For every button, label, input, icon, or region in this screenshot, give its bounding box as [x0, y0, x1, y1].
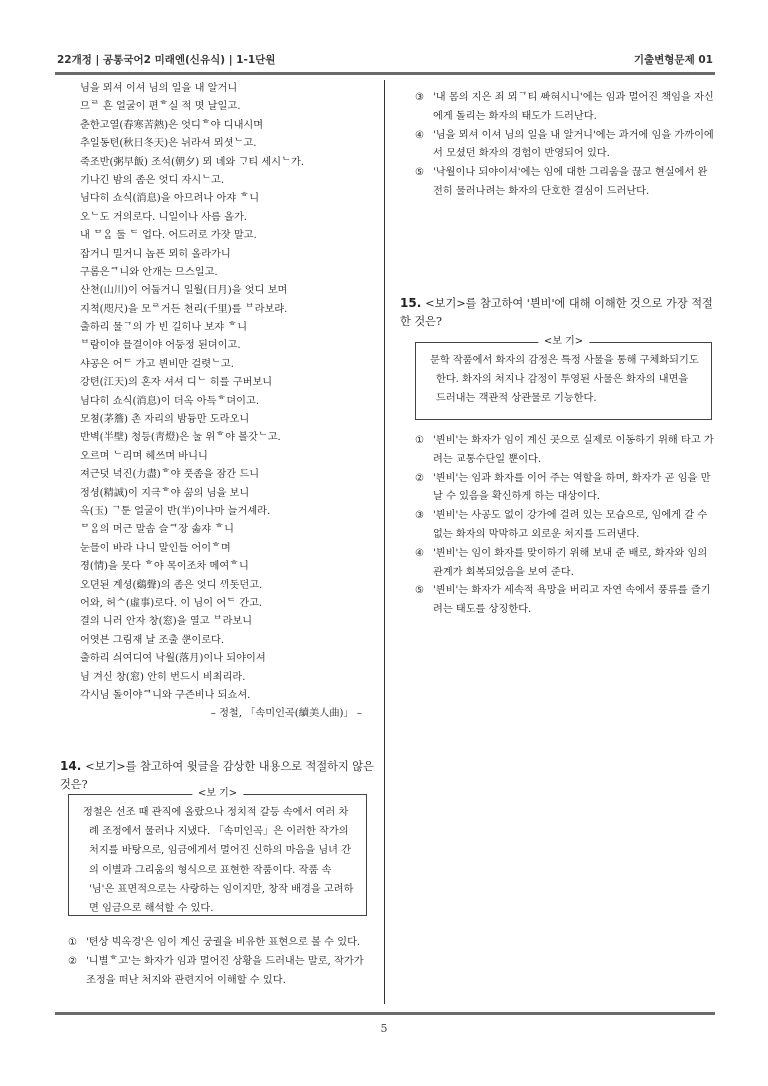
poem-line: 내 ᄆᄋᆞᆷ 둘 ᄃ 업다. 어드러로 가잣 말고.: [80, 230, 257, 242]
bogi-label: <보 기>: [538, 335, 589, 349]
header-section-title: 기출변형문제 01: [633, 54, 713, 66]
question-15-number: 15.: [400, 296, 422, 310]
header-rule: [55, 72, 715, 75]
answer-choice[interactable]: [415, 507, 715, 545]
poem-line: 모쳠(茅簷) 촌 자리의 밤듕만 도라오니: [80, 414, 250, 426]
question-15-text: <보기>를 참고하여 '븬비'에 대해 이해한 것으로 가장 적절한 것은?: [400, 297, 713, 328]
answer-choice[interactable]: [68, 934, 373, 953]
poem-line: 출하리 싀여디여 낙월(落月)이나 되야이셔: [80, 653, 266, 665]
poem-line: 어엿븐 그림재 날 조출 ᄲᅮᆫ이로다.: [80, 634, 225, 646]
choice-number: ③: [415, 92, 425, 103]
question-14-text: <보기>를 참고하여 윗글을 감상한 내용으로 적절하지 않은 것은?: [60, 760, 374, 791]
column-divider: [384, 80, 385, 1004]
choice-text: '븬비'는 화자가 임이 계신 곳으로 실제로 이동하기 위해 타고 가려는 교통수단일 뿐이다.: [433, 435, 714, 465]
choice-number: ①: [68, 937, 78, 948]
choice-text: '내 몸의 지은 죄 뫼ᄀ티 ᄲᅡ혀시니'에는 임과 멀어진 책임을 자신에게 돌리는 화자의 태도가 드러난다.: [433, 92, 714, 122]
poem-line: 오르며 ᄂ리며 헤쓰며 바니니: [80, 450, 208, 462]
bogi-label: <보 기>: [192, 787, 243, 801]
poem-line: ᄇ람이야 믈결이야 어둥정 된뎌이고.: [80, 340, 241, 352]
poem-line: 님 겨신 창(窓) 안히 번드시 비최리라.: [80, 671, 246, 683]
footer-rule: [55, 1012, 715, 1015]
bogi-text: 문학 작품에서 화자의 감정은 특정 사물을 통해 구체화되기도 한다. 화자의 처지나 감정이 투영된 사물은 화자의 내면을 드러내는 객관적 상관물로 기능한다.: [430, 355, 699, 405]
poem-line: 구롬은ᄏ니와 안개는 므스일고.: [80, 266, 218, 278]
poem-passage: [80, 80, 370, 723]
choice-text: '븬비'는 화자가 세속적 욕망을 버리고 자연 속에서 풍류를 즐기려는 태도를 상징한다.: [433, 585, 711, 616]
poem-line: 오뎐된 계셩(鷄聲)의 좀은 엇디 ᄭᆡ돗던고.: [80, 579, 263, 591]
poem-line: 추일동텬(秋日冬天)은 뉘라셔 뫼셧ᄂ고.: [80, 138, 257, 150]
header-course-info: 22개정 | 공통국어2 미래엔(신유식) | 1-1단원: [57, 54, 276, 66]
poem-line: 출하리 물ᄀ의 가 빈 길히나 보쟈 ᄒ니: [80, 322, 248, 334]
answer-choice[interactable]: [415, 164, 715, 202]
answer-choice[interactable]: [415, 432, 715, 470]
choice-number: ④: [415, 547, 425, 559]
question-14-choices-continued: [415, 89, 715, 202]
choice-number: ⑤: [415, 167, 425, 179]
poem-line: 반벽(半壁) 청등(靑燈)은 눌 위ᄒ야 볼갓ᄂ고.: [80, 432, 281, 444]
choice-number: ①: [415, 435, 425, 446]
poem-line: 각시님 돌이야ᄏ니와 구즌비나 되쇼셔.: [80, 689, 251, 701]
choice-text: '텬상 빅옥경'은 임이 계신 궁궐을 비유한 표현으로 볼 수 있다.: [86, 937, 361, 948]
choice-text: '님을 뫼셔 이셔 님의 일을 내 알거니'에는 과거에 임을 가까이에서 모셨던 화자의 경험이 반영되어 있다.: [433, 129, 714, 160]
poem-line: 죽조반(粥早飯) 조석(朝夕) 뫼 녜와 ᄀᆞ티 세시ᄂ가.: [80, 156, 305, 168]
poem-line: ᄆᄋᆞᆷ의 머근 말솜 슬ᄏ장 솗쟈 ᄒ니: [80, 524, 234, 536]
poem-line: 산쳔(山川)이 어둡거니 일월(日月)을 엇디 보며: [80, 285, 288, 297]
answer-choice[interactable]: [415, 470, 715, 508]
bogi-text: 정철은 선조 때 관직에 올랐으나 정치적 갈등 속에서 여러 차례 조정에서 물러나 지냈다. 「속미인곡」은 이러한 작가의 처지를 바탕으로, 임금에게서 멀어진 신하의 마음을 님녀 간의 이별과 그리움의 형식으로 표현한 작품이다. 작품 속 '님'은 표면적으로는 사랑하는 임이지만, 창작 배경을 고려하면 임금으로 해석할 수 있다.: [83, 807, 354, 915]
poem-line: 님을 뫼셔 이셔 님의 일을 내 알거니: [80, 83, 238, 94]
answer-choice[interactable]: [415, 89, 715, 127]
choice-number: ④: [415, 129, 425, 141]
poem-line: 님다히 쇼식(消息)을 아므려나 아쟈 ᄒ니: [80, 193, 260, 205]
poem-line: 옥(玉) ᄀ툰 얼굴이 반(半)이나마 늘거셰라.: [80, 505, 271, 517]
answer-choice[interactable]: [415, 582, 715, 620]
question-14-number: 14.: [60, 759, 82, 773]
page-number: 5: [380, 1022, 388, 1035]
question-15-title: [400, 294, 715, 331]
question-14-choices: [68, 934, 373, 990]
page-header: [57, 52, 713, 68]
choice-text: '낙월이나 되야이셔'에는 임에 대한 그리움을 끊고 현실에서 완전히 물러나려는 화자의 단호한 결심이 드러난다.: [433, 167, 708, 197]
choice-number: ②: [68, 955, 78, 967]
answer-choice[interactable]: [415, 545, 715, 583]
poem-line: 기나긴 밤의 좀은 엇디 자시ᄂ고.: [80, 174, 225, 186]
poem-line: 어와, 허ᄉ(虛事)로다. 이 님이 어ᄃ 간고.: [80, 597, 263, 609]
poem-line: 져근덧 녁진(力盡)ᄒ야 풋좀을 잠간 드니: [80, 469, 260, 481]
poem-line: 정셩(精誠)이 지극ᄒ야 ᄭᅮᆷ의 님을 보니: [80, 487, 250, 499]
choice-text: '니별ᄒ고'는 화자가 임과 멀어진 상황을 드러내는 말로, 작가가 조정을 떠난 처지와 관련지어 이해할 수 있다.: [86, 955, 364, 986]
poem-line: 강텬(江天)의 혼자 셔셔 디ᄂ 히를 구버보니: [80, 377, 273, 389]
poem-line: 춘한고열(春寒苦熱)은 엇디ᄒ야 디내시며: [80, 119, 264, 131]
poem-line: 님다히 쇼식(消息)이 더옥 아득ᄒ뎌이고.: [80, 395, 260, 407]
choice-number: ⑤: [415, 585, 425, 597]
question-15-choices: [415, 432, 715, 620]
answer-choice[interactable]: [68, 953, 373, 991]
poem-line: 눈믈이 바라 나니 말인들 어이ᄒ며: [80, 542, 231, 554]
poem-line: 결의 니러 안자 창(窓)을 열고 ᄇ라보니: [80, 616, 253, 628]
choice-number: ②: [415, 472, 425, 484]
question-14-bogi-box: [68, 788, 367, 916]
choice-text: '븬비'는 임이 화자를 맞이하기 위해 보내 준 배로, 화자와 임의 관계가 회복되었음을 보여 준다.: [433, 547, 708, 578]
answer-choice[interactable]: [415, 127, 715, 165]
poem-line: 므ᄅ 흔 얼굴이 편ᄒ실 적 몃 날일고.: [80, 101, 241, 113]
choice-text: '븬비'는 사공도 없이 강가에 걸려 있는 모습으로, 임에게 갈 수 없는 화자의 막막하고 외로운 처지를 드러낸다.: [433, 510, 708, 540]
poem-line: 지쳑(咫尺)을 모ᄅ거든 쳔리(千里)를 ᄇ라보랴.: [80, 303, 288, 315]
choice-text: '븬비'는 임과 화자를 이어 주는 역할을 하며, 화자가 곧 임을 만날 수 있음을 확신하게 하는 대상이다.: [433, 472, 711, 503]
choice-number: ③: [415, 510, 425, 522]
question-15-bogi-box: [415, 336, 712, 420]
poem-line: 잡거니 밀거니 놉픈 뫼히 올라가니: [80, 248, 231, 260]
poem-line: 오ᄂ도 거의로다. 니일이나 사름 올가.: [80, 211, 248, 223]
poem-attribution: – 정철, 「속미인곡(續美人曲)」 –: [210, 708, 362, 720]
poem-line: 샤공은 어ᄃ 가고 븬비만 걸렷ᄂ고.: [80, 358, 234, 370]
poem-line: 졍(情)을 못다 ᄒ야 목이조차 메여ᄒ니: [80, 561, 249, 573]
